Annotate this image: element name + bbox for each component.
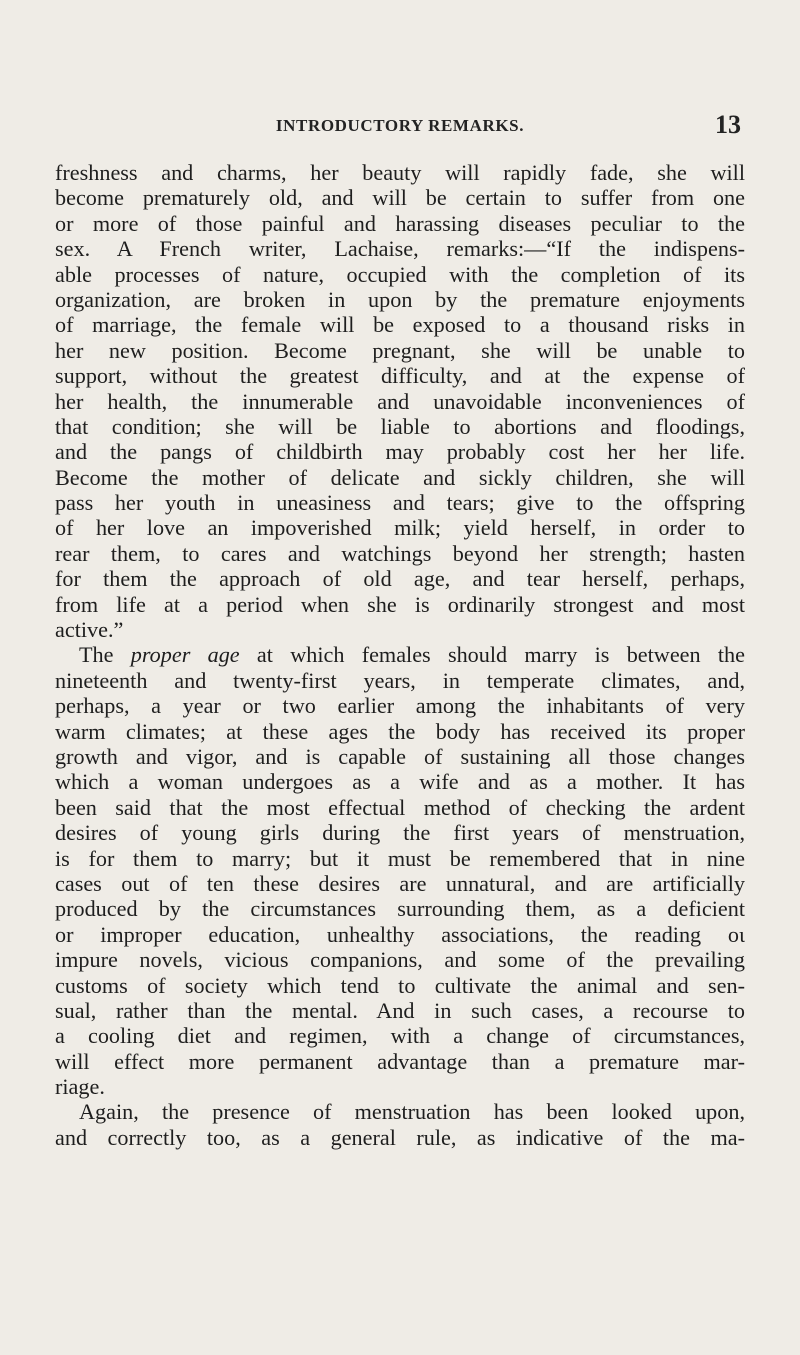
text-line: growth and vigor, and is capable of sustaining all those changes bbox=[55, 743, 745, 769]
text-line: cases out of ten these desires are unnatural, and are artificially bbox=[55, 870, 745, 896]
text-line: that condition; she will be liable to abortions and floodings, bbox=[55, 413, 745, 439]
text-line: active.” bbox=[55, 617, 124, 643]
text-line: and correctly too, as a general rule, as indicative of the ma- bbox=[55, 1124, 745, 1150]
line-suffix: at which females should marry is between the bbox=[239, 642, 745, 668]
text-line: will effect more permanent advantage than a premature mar- bbox=[55, 1048, 745, 1074]
text-line: of her love an impoverished milk; yield herself, in order to bbox=[55, 515, 745, 541]
text-line: sex. A French writer, Lachaise, remarks:—“If the indispens- bbox=[55, 236, 745, 262]
text-line: able processes of nature, occupied with the completion of its bbox=[55, 261, 745, 287]
text-line: become prematurely old, and will be certain to suffer from one bbox=[55, 185, 745, 211]
text-line: riage. bbox=[55, 1074, 105, 1100]
text-line: produced by the circumstances surrounding them, as a deficient bbox=[55, 896, 745, 922]
text-line: perhaps, a year or two earlier among the inhabitants of very bbox=[55, 693, 745, 719]
text-line: of marriage, the female will be exposed to a thousand risks in bbox=[55, 312, 745, 338]
text-line: and the pangs of childbirth may probably cost her her life. bbox=[55, 439, 745, 465]
text-line: support, without the greatest difficulty, and at the expense of bbox=[55, 363, 745, 389]
line-prefix: The bbox=[79, 642, 131, 668]
text-line: freshness and charms, her beauty will rapidly fade, she will bbox=[55, 160, 745, 185]
text-line: Become the mother of delicate and sickly children, she will bbox=[55, 464, 745, 490]
text-line: pass her youth in uneasiness and tears; give to the offspring bbox=[55, 490, 745, 516]
text-line-with-italic bbox=[55, 642, 745, 667]
text-line: impure novels, vicious companions, and some of the prevailing bbox=[55, 947, 745, 973]
text-line: or more of those painful and harassing diseases peculiar to the bbox=[55, 210, 745, 236]
text-line: for them the approach of old age, and tear herself, perhaps, bbox=[55, 566, 745, 592]
body-text bbox=[55, 160, 745, 1150]
running-title: INTRODUCTORY REMARKS. bbox=[275, 116, 525, 135]
italic-phrase: proper age bbox=[130, 642, 240, 668]
text-line: her new position. Become pregnant, she will be unable to bbox=[55, 337, 745, 363]
text-line: rear them, to cares and watchings beyond her strength; hasten bbox=[55, 540, 745, 566]
text-line: warm climates; at these ages the body has received its proper bbox=[55, 718, 745, 744]
running-head bbox=[55, 110, 745, 144]
text-line: organization, are broken in upon by the premature enjoyments bbox=[55, 286, 745, 312]
text-line: sual, rather than the mental. And in such cases, a recourse to bbox=[55, 997, 745, 1023]
text-line: her health, the innumerable and unavoidable inconveniences of bbox=[55, 388, 745, 414]
text-line: been said that the most effectual method of checking the ardent bbox=[55, 794, 745, 820]
text-line: is for them to marry; but it must be remembered that in nine bbox=[55, 845, 745, 871]
text-line: which a woman undergoes as a wife and as a mother. It has bbox=[55, 769, 745, 795]
text-line: nineteenth and twenty-first years, in temperate climates, and, bbox=[55, 667, 745, 693]
text-line: a cooling diet and regimen, with a change of circumstances, bbox=[55, 1023, 745, 1049]
text-line: Again, the presence of menstruation has been looked upon, bbox=[79, 1099, 745, 1125]
page-number: 13 bbox=[715, 110, 741, 139]
text-line: or improper education, unhealthy associations, the reading oι bbox=[55, 921, 745, 947]
text-line: desires of young girls during the first years of menstruation, bbox=[55, 820, 745, 846]
text-line: customs of society which tend to cultivate the animal and sen- bbox=[55, 972, 745, 998]
text-line: from life at a period when she is ordinarily strongest and most bbox=[55, 591, 745, 617]
